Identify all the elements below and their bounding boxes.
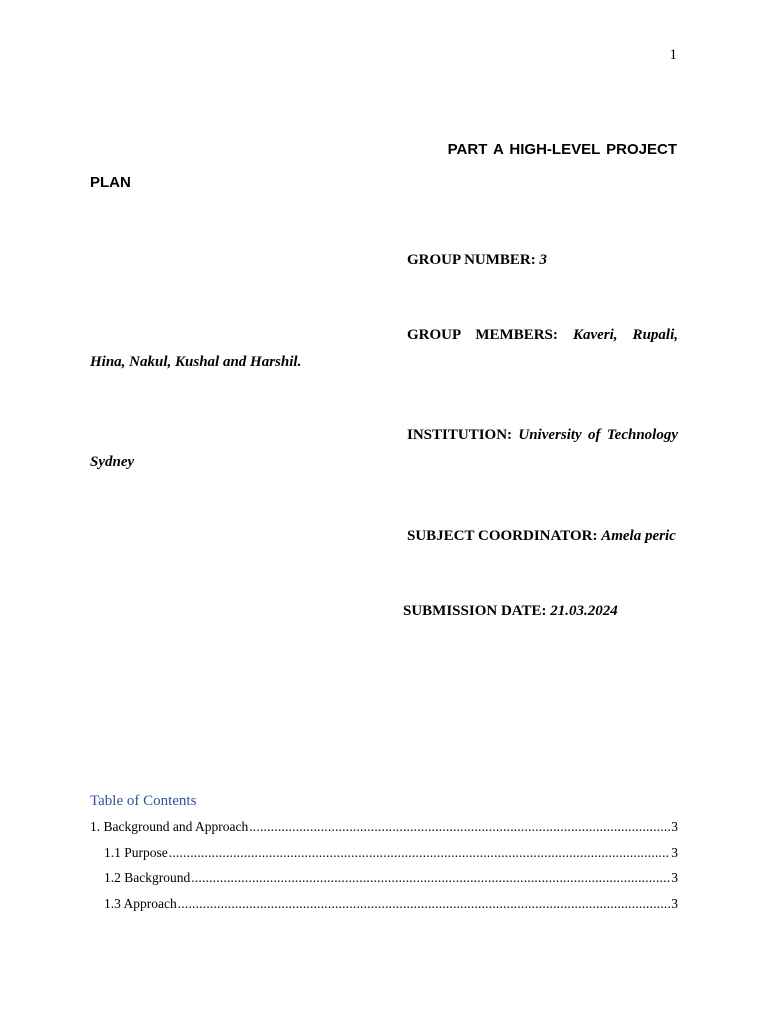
submission-date-label: SUBMISSION DATE: — [403, 603, 547, 619]
institution-value: University of Technology — [518, 427, 678, 443]
institution — [407, 427, 678, 444]
group-number-label: GROUP NUMBER: — [407, 252, 536, 268]
submission-date-value: 21.03.2024 — [550, 603, 618, 619]
toc-entry-text: 1.2 Background — [104, 870, 191, 885]
document-title: PART A HIGH-LEVEL PROJECT — [447, 141, 677, 158]
institution-value-continued: Sydney — [90, 454, 135, 470]
toc-entry-text: 1. Background and Approach — [90, 819, 249, 834]
submission-date — [403, 603, 618, 620]
group-number — [407, 252, 547, 269]
subject-coordinator — [407, 528, 676, 545]
subject-coordinator-label: SUBJECT COORDINATOR: — [407, 528, 598, 544]
toc-entry-page: 3 — [671, 895, 678, 911]
document-title-continued: PLAN — [90, 174, 131, 191]
group-members-label: GROUP MEMBERS: — [407, 327, 558, 343]
subject-coordinator-value: Amela peric — [601, 528, 676, 544]
toc-heading: Table of Contents — [90, 793, 197, 809]
toc-leader-dots — [178, 896, 671, 912]
toc-entry-background[interactable] — [90, 870, 678, 896]
table-of-contents — [90, 819, 678, 921]
group-members-value-continued: Hina, Nakul, Kushal and Harshil. — [90, 354, 302, 370]
toc-entry-page: 3 — [671, 819, 678, 834]
institution-label: INSTITUTION: — [407, 427, 513, 443]
toc-entry-page: 3 — [671, 870, 678, 885]
toc-leader-dots — [191, 870, 670, 886]
group-number-value: 3 — [539, 252, 547, 268]
toc-entry-page: 3 — [671, 844, 678, 860]
group-members — [407, 327, 678, 344]
group-members-value: Kaveri, Rupali, — [572, 327, 678, 343]
toc-entry-background-and-approach[interactable] — [90, 819, 678, 845]
toc-entry-text: 1.3 Approach — [104, 895, 177, 911]
toc-entry-text: 1.1 Purpose — [104, 844, 168, 860]
toc-entry-approach[interactable] — [90, 896, 678, 922]
toc-leader-dots — [249, 819, 670, 835]
toc-entry-purpose[interactable] — [90, 845, 678, 871]
toc-leader-dots — [169, 845, 671, 861]
page-number: 1 — [669, 47, 677, 63]
